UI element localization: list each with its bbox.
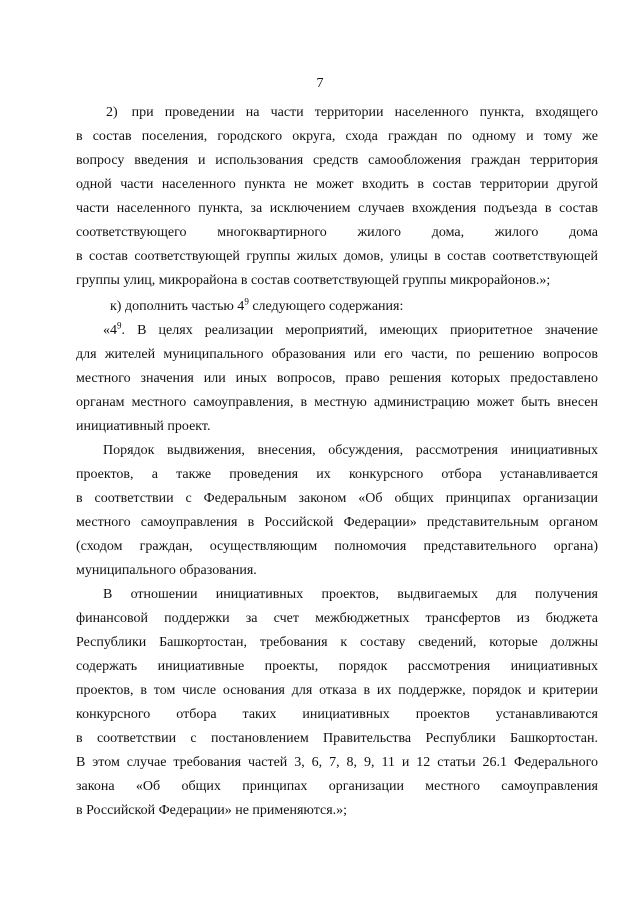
text-line: вопросу введения и использования средств самообложения граждан территория (76, 153, 598, 168)
text-line: финансовой поддержки за счет межбюджетных трансфертов из бюджета (76, 611, 598, 626)
text-line: (сходом граждан, осуществляющим полномочия представительного органа) (76, 539, 598, 554)
text-fragment: «4 (103, 323, 117, 338)
text-line: для жителей муниципального образования или его части, по решению вопросов (76, 347, 598, 362)
text-line: в Российской Федерации» не применяются.»; (76, 803, 348, 818)
text-line: закона «Об общих принципах организации местного самоуправления (76, 779, 598, 794)
text-line: местного значения или иных вопросов, право решения которых предоставлено (76, 371, 598, 386)
text-line: соответствующего многоквартирного жилого дома, жилого дома (76, 225, 598, 240)
text-line: в соответствии с Федеральным законом «Об общих принципах организации (76, 491, 598, 506)
text-fragment: к) дополнить частью 4 (110, 299, 245, 314)
text-line (103, 322, 598, 340)
text-line: группы улиц, микрорайона в состав соответствующей группы микрорайонов.»; (76, 273, 551, 288)
superscript: 9 (244, 296, 249, 307)
text-line: органам местного самоуправления, в местную администрацию может быть внесен (76, 395, 598, 410)
text-line: конкурсного отбора таких инициативных проектов устанавливаются (76, 707, 598, 722)
text-line: проектов, в том числе основания для отказа в их поддержке, порядок и критерии (76, 683, 598, 698)
text-line: В отношении инициативных проектов, выдвигаемых для получения (103, 587, 598, 602)
text-line: содержать инициативные проекты, порядок рассмотрения инициативных (76, 659, 598, 674)
text-line: в состав поселения, городского округа, схода граждан по одному и тому же (76, 129, 598, 144)
page-number: 7 (316, 76, 324, 91)
text-fragment: . В целях реализации мероприятий, имеющих приоритетное значение (121, 323, 598, 338)
text-line: местного самоуправления в Российской Федерации» представительным органом (76, 515, 598, 530)
text-fragment: следующего содержания: (248, 299, 404, 314)
text-line: муниципального образования. (76, 563, 257, 578)
superscript: 9 (117, 320, 122, 331)
text-line: в состав соответствующей группы жилых домов, улицы в состав соответствующей (76, 249, 598, 264)
text-line: в соответствии с постановлением Правительства Республики Башкортостан. (76, 731, 598, 746)
text-line: части населенного пункта, за исключением случаев вхождения подъезда в состав (76, 201, 598, 216)
text-line: инициативный проект. (76, 419, 211, 434)
text-line: одной части населенного пункта не может входить в состав территории другой (76, 177, 598, 192)
text-line: 2) при проведении на части территории населенного пункта, входящего (106, 105, 598, 120)
text-line: Республики Башкортостан, требования к составу сведений, которые должны (76, 635, 598, 650)
text-line: Порядок выдвижения, внесения, обсуждения, рассмотрения инициативных (103, 443, 598, 458)
text-line (110, 298, 598, 316)
text-line: проектов, а также проведения их конкурсного отбора устанавливается (76, 467, 598, 482)
text-line: В этом случае требования частей 3, 6, 7, 8, 9, 11 и 12 статьи 26.1 Федерального (76, 755, 598, 770)
